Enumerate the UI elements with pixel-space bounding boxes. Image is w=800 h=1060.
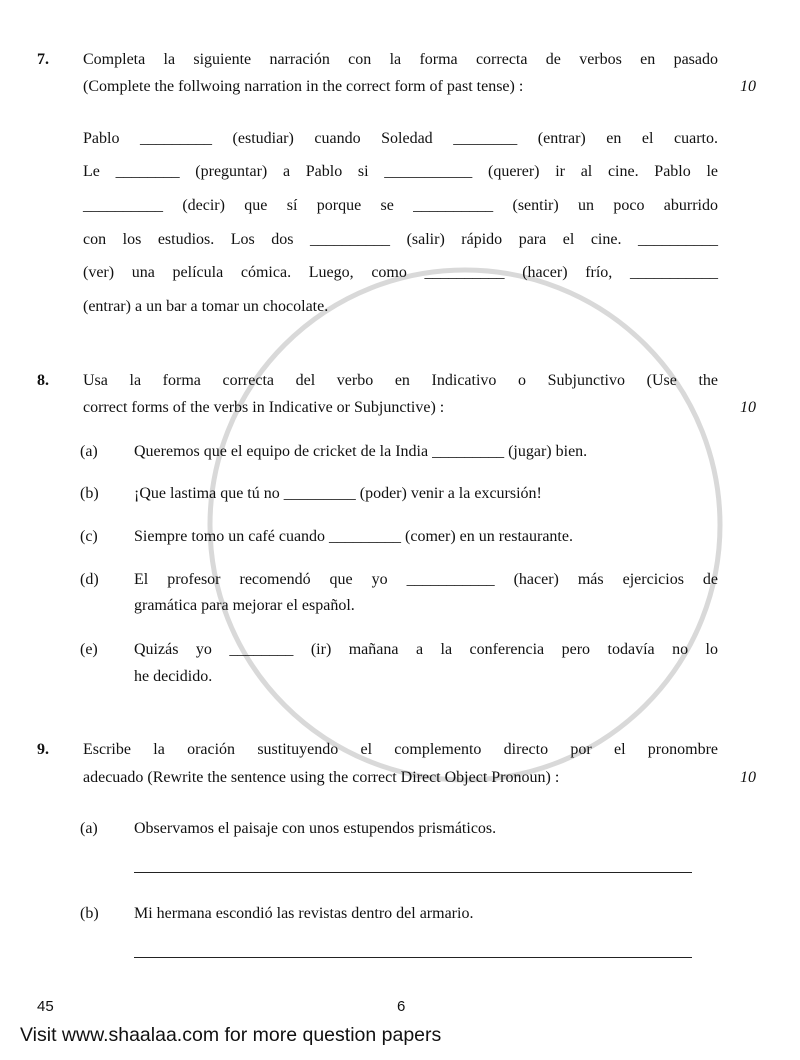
item-label: (b) <box>80 905 99 922</box>
narration-line: __________ (decir) que sí porque se __________ (sentir) un poco aburrido <box>83 197 718 214</box>
answer-line <box>134 957 692 958</box>
item-text: he decidido. <box>134 668 213 685</box>
narration-line: Le ________ (preguntar) a Pablo si ___________ (querer) ir al cine. Pablo le <box>83 163 718 180</box>
item-label: (d) <box>80 571 99 588</box>
marks: 10 <box>740 769 756 786</box>
question-text: adecuado (Rewrite the sentence using the correct Direct Object Pronoun) : <box>83 769 560 786</box>
item-text: El profesor recomendó que yo ___________ (hacer) más ejercicios de <box>134 571 718 588</box>
item-text: Queremos que el equipo de cricket de la India _________ (jugar) bien. <box>134 443 588 460</box>
question-text: Escribe la oración sustituyendo el complemento directo por el pronombre <box>83 741 718 758</box>
narration-line: Pablo _________ (estudiar) cuando Soledad ________ (entrar) en el cuarto. <box>83 130 718 147</box>
item-label: (b) <box>80 485 99 502</box>
item-label: (a) <box>80 820 98 837</box>
page-number: 6 <box>397 998 406 1015</box>
item-label: (a) <box>80 443 98 460</box>
paper-code: 45 <box>37 998 54 1015</box>
item-text: Mi hermana escondió las revistas dentro del armario. <box>134 905 474 922</box>
marks: 10 <box>740 78 756 95</box>
answer-line <box>134 872 692 873</box>
item-text: Quizás yo ________ (ir) mañana a la conferencia pero todavía no lo <box>134 641 718 658</box>
narration-line: (ver) una película cómica. Luego, como __________ (hacer) frío, ___________ <box>83 264 718 281</box>
marks: 10 <box>740 399 756 416</box>
question-number: 8. <box>37 372 49 389</box>
item-text: Observamos el paisaje con unos estupendos prismáticos. <box>134 820 497 837</box>
item-label: (e) <box>80 641 98 658</box>
question-number: 7. <box>37 51 49 68</box>
watermark-circle <box>210 270 720 780</box>
item-label: (c) <box>80 528 98 545</box>
item-text: ¡Que lastima que tú no _________ (poder) venir a la excursión! <box>134 485 542 502</box>
question-number: 9. <box>37 741 49 758</box>
question-text: Usa la forma correcta del verbo en Indicativo o Subjunctivo (Use the <box>83 372 718 389</box>
item-text: Siempre tomo un café cuando _________ (comer) en un restaurante. <box>134 528 573 545</box>
question-text: Completa la siguiente narración con la forma correcta de verbos en pasado <box>83 51 718 68</box>
question-text: (Complete the follwoing narration in the correct form of past tense) : <box>83 78 524 95</box>
narration-line: con los estudios. Los dos __________ (salir) rápido para el cine. __________ <box>83 231 718 248</box>
item-text: gramática para mejorar el español. <box>134 597 355 614</box>
question-text: correct forms of the verbs in Indicative or Subjunctive) : <box>83 399 445 416</box>
visit-link[interactable]: Visit www.shaalaa.com for more question papers <box>20 1024 442 1046</box>
narration-line: (entrar) a un bar a tomar un chocolate. <box>83 298 329 315</box>
